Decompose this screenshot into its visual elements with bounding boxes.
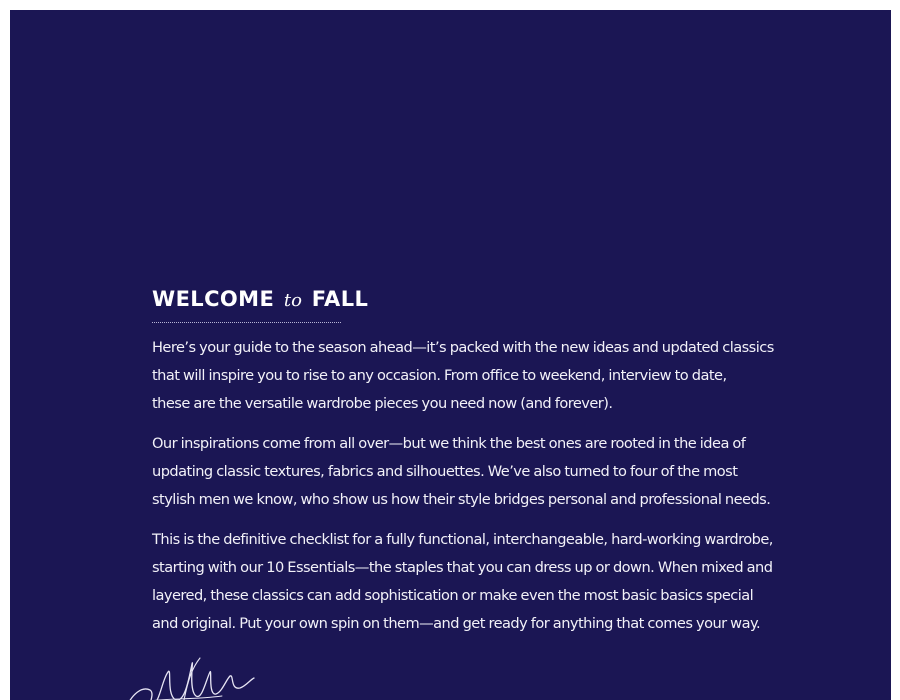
- paragraph-line: and original. Put your own spin on them—and get ready for anything that comes your way.: [152, 615, 761, 632]
- title-word-fall: FALL: [311, 287, 369, 311]
- page-title: [152, 286, 767, 314]
- title-word-welcome: WELCOME: [152, 287, 275, 311]
- paragraph-checklist: [152, 526, 773, 638]
- title-connector: to: [283, 290, 302, 311]
- paragraph-line: these are the versatile wardrobe pieces you need now (and forever).: [152, 395, 613, 412]
- paragraph-line: starting with our 10 Essentials—the staples that you can dress up or down. When mixed and: [152, 559, 773, 576]
- page-background: [10, 10, 891, 700]
- paragraph-line: layered, these classics can add sophistication or make even the most basic basics special: [152, 587, 754, 604]
- paragraph-line: Our inspirations come from all over—but we think the best ones are rooted in the idea of: [152, 435, 746, 452]
- title-underline-divider: [152, 322, 341, 323]
- paragraph-line: that will inspire you to rise to any occasion. From office to weekend, interview to date,: [152, 367, 727, 384]
- paragraph-line: stylish men we know, who show us how their style bridges personal and professional needs.: [152, 491, 771, 508]
- paragraph-intro: [152, 334, 774, 418]
- paragraph-inspirations: [152, 430, 771, 514]
- paragraph-line: Here’s your guide to the season ahead—it’s packed with the new ideas and updated classics: [152, 339, 774, 356]
- handwritten-signature: [122, 650, 262, 700]
- article-body: [152, 286, 774, 650]
- paragraph-line: updating classic textures, fabrics and silhouettes. We’ve also turned to four of the most: [152, 463, 738, 480]
- paragraph-line: This is the definitive checklist for a fully functional, interchangeable, hard-working wardrobe,: [152, 531, 773, 548]
